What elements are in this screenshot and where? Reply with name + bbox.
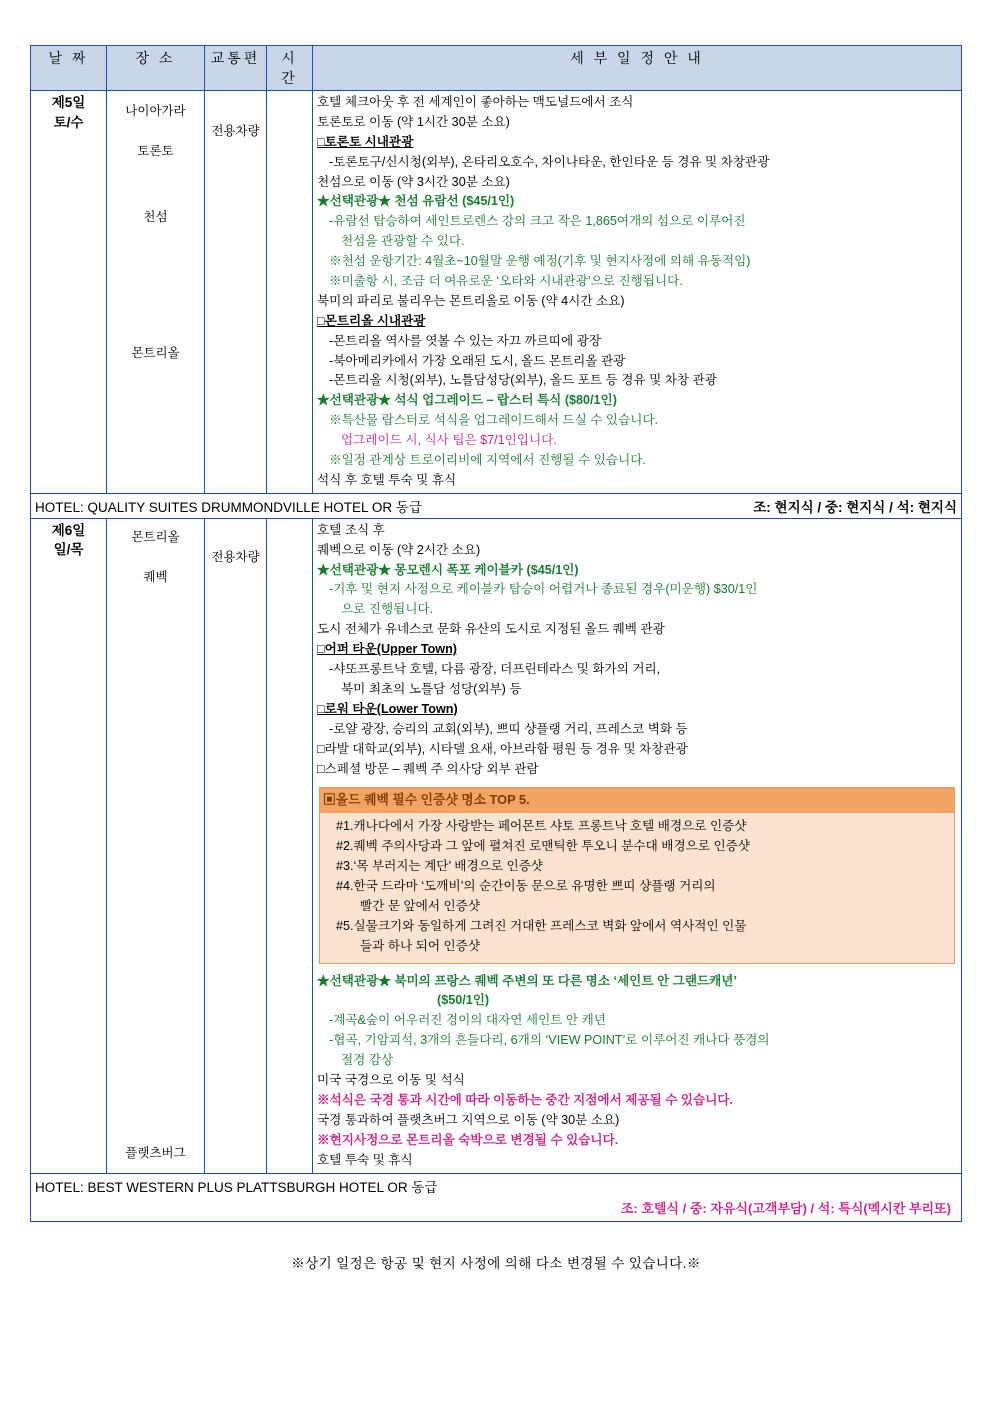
day6-place-0: 몬트리올 [131, 529, 180, 544]
detail-line: ★선택관광★ 몽모렌시 폭포 케이블카 ($45/1인) [317, 562, 579, 577]
day6-hotel-row [31, 1173, 962, 1221]
detail-line: -기후 및 현지 사정으로 케이블카 탑승이 어렵거나 종료된 경우(미운행) $30/1인 [329, 582, 758, 597]
day6-transport-cell [205, 518, 267, 1173]
detail-line: -유람선 탑승하여 세인트로렌스 강의 크고 작은 1,865여개의 섬으로 이루어진 [329, 214, 746, 229]
day6-place-cell [107, 518, 205, 1173]
detail-line: 호텔 투숙 및 휴식 [317, 1152, 413, 1167]
day6-date-cell [31, 518, 107, 1173]
detail-line: -토론토구/신시청(외부), 온타리오호수, 차이나타운, 한인타운 등 경유 및 차창관광 [329, 154, 770, 169]
day6-weekday: 일/목 [53, 542, 84, 558]
header-transport: 교통편 [205, 46, 267, 91]
detail-line: ※특산물 랍스터로 석식을 업그레이드해서 드실 수 있습니다. [329, 413, 659, 428]
day5-hotel-row [31, 493, 962, 518]
detail-line: -몬트리올 시청(외부), 노틀담성당(외부), 올드 포트 등 경유 및 차창 관광 [329, 373, 717, 388]
photo-spot-item: #1.캐나다에서 가장 사랑받는 페어몬트 샤토 프롱트낙 호텔 배경으로 인증샷 [336, 818, 747, 833]
photo-spot-header: ▣올드 퀘벡 필수 인증샷 명소 TOP 5. [320, 788, 954, 812]
detail-line: ※현지사정으로 몬트리올 숙박으로 변경될 수 있습니다. [317, 1132, 619, 1147]
itinerary-table [30, 45, 962, 1222]
detail-line: 국경 통과하여 플랫츠버그 지역으로 이동 (약 30분 소요) [317, 1112, 620, 1127]
day6-meals: 조: 호텔식 / 중: 자유식(고객부담) / 석: 특식(멕시칸 부리또) [620, 1200, 951, 1216]
day5-place-1: 토론토 [137, 144, 174, 158]
detail-line: □어퍼 타운(Upper Town) [317, 642, 457, 657]
footnote: ※상기 일정은 항공 및 현지 사정에 의해 다소 변경될 수 있습니다.※ [291, 1255, 701, 1271]
day6-place-2: 플랫츠버그 [125, 1145, 186, 1160]
day5-transport-cell [205, 91, 267, 494]
detail-line: 석식 후 호텔 투숙 및 휴식 [317, 472, 457, 487]
table-row-day6 [31, 518, 962, 1173]
day6-transport: 전용차량 [211, 549, 260, 564]
photo-spot-item: #3.‘목 부러지는 계단’ 배경으로 인증샷 [336, 858, 543, 873]
day5-meals: 조: 현지식 / 중: 현지식 / 석: 현지식 [753, 499, 957, 515]
day6-date: 제6일 [51, 522, 86, 538]
detail-line: ★선택관광★ 석식 업그레이드 – 랍스터 특식 ($80/1인) [317, 393, 617, 408]
detail-line: ★선택관광★ 북미의 프랑스 퀘벡 주변의 또 다른 명소 ‘세인트 안 그랜드캐년’ [317, 973, 737, 988]
detail-line: 미국 국경으로 이동 및 석식 [317, 1073, 465, 1088]
detail-line: ※미출항 시, 조금 더 여유로운 ‘오타와 시내관광’으로 진행됩니다. [329, 274, 683, 289]
detail-line: □로워 타운(Lower Town) [317, 701, 458, 716]
day6-time-cell [267, 518, 313, 1173]
photo-spot-item: 빨간 문 앞에서 인증샷 [360, 899, 480, 914]
detail-line: □스페셜 방문 – 퀘벡 주 의사당 외부 관람 [317, 761, 539, 776]
day6-hotel-cell [31, 1173, 962, 1221]
detail-line: ★선택관광★ 천섬 유람선 ($45/1인) [317, 194, 515, 209]
day6-detail-cell [313, 518, 962, 1173]
detail-line: -협곡, 기암괴석, 3개의 흔들다리, 6개의 ‘VIEW POINT’로 이루어진 캐나다 풍경의 [329, 1033, 770, 1048]
photo-spot-box [319, 787, 955, 963]
table-row-day5 [31, 91, 962, 494]
detail-line: 호텔 체크아웃 후 전 세계인이 좋아하는 맥도널드에서 조식 [317, 95, 634, 109]
detail-line: ※일정 관계상 트로이리비에 지역에서 진행될 수 있습니다. [329, 453, 646, 468]
header-time: 시 간 [267, 46, 313, 91]
detail-line: 토론토로 이동 (약 1시간 30분 소요) [317, 114, 510, 129]
detail-line: 호텔 조식 후 [317, 522, 385, 537]
detail-line: ※천섬 운항기간: 4월초~10월말 운행 예정(기후 및 현지사정에 의해 유동적임) [329, 254, 751, 269]
detail-line: 천섬을 관광할 수 있다. [341, 234, 465, 249]
day6-hotel-name: HOTEL: BEST WESTERN PLUS PLATTSBURGH HOTEL OR 동급 [35, 1179, 438, 1195]
detail-line: -북아메리카에서 가장 오래된 도시, 올드 몬트리올 관광 [329, 353, 626, 368]
photo-spot-item: 들과 하나 되어 인증샷 [360, 939, 480, 954]
detail-line: ※석식은 국경 통과 시간에 따라 이동하는 중간 지점에서 제공될 수 있습니다. [317, 1092, 734, 1107]
day5-hotel-cell [31, 493, 962, 518]
detail-line: 으로 진행됩니다. [341, 602, 434, 617]
table-header-row [31, 46, 962, 91]
detail-line: 도시 전체가 유네스코 문화 유산의 도시로 지정된 올드 퀘벡 관광 [317, 622, 665, 637]
day5-hotel-name: HOTEL: QUALITY SUITES DRUMMONDVILLE HOTEL OR 동급 [35, 499, 422, 515]
day5-detail-cell [313, 91, 962, 494]
day5-weekday: 토/수 [53, 114, 84, 130]
header-detail: 세 부 일 정 안 내 [313, 46, 962, 91]
detail-line: □라발 대학교(외부), 시타델 요새, 아브라함 평원 등 경유 및 차창관광 [317, 741, 688, 756]
day5-place-cell [107, 91, 205, 494]
day6-place-1: 퀘벡 [143, 569, 168, 584]
header-place: 장 소 [107, 46, 205, 91]
day5-place-2: 천섬 [143, 210, 168, 224]
detail-line: -몬트리올 역사를 엿볼 수 있는 자끄 까르띠에 광장 [329, 333, 601, 348]
photo-spot-item: #4.한국 드라마 ‘도깨비’의 순간이동 문으로 유명한 쁘띠 샹플랭 거리의 [336, 879, 716, 894]
day5-date: 제5일 [51, 95, 86, 110]
detail-line: 절경 감상 [341, 1053, 394, 1068]
detail-line: -계곡&숲이 어우러진 경이의 대자연 세인트 안 캐년 [329, 1013, 606, 1028]
detail-line: 업그레이드 시, 식사 팁은 $7/1인입니다. [341, 433, 557, 448]
photo-spot-item: #2.퀘벡 주의사당과 그 앞에 펼쳐진 로맨틱한 투오니 분수대 배경으로 인증샷 [336, 838, 750, 853]
detail-line: 북미 최초의 노틀담 성당(외부) 등 [341, 681, 522, 696]
day5-place-0: 나이아가라 [125, 104, 186, 118]
detail-line: □토론토 시내관광 [317, 134, 414, 149]
detail-line: -로얄 광장, 승리의 교회(외부), 쁘띠 샹플랭 거리, 프레스코 벽화 등 [329, 721, 688, 736]
detail-line: ($50/1인) [437, 993, 490, 1008]
detail-line: 퀘벡으로 이동 (약 2시간 소요) [317, 542, 481, 557]
detail-line: 천섬으로 이동 (약 3시간 30분 소요) [317, 174, 510, 189]
detail-line: □몬트리올 시내관광 [317, 313, 426, 328]
day5-transport: 전용차량 [211, 124, 260, 138]
detail-line: 북미의 파리로 불리우는 몬트리올로 이동 (약 4시간 소요) [317, 293, 625, 308]
photo-spot-item: #5.실물크기와 동일하게 그려진 거대한 프레스코 벽화 앞에서 역사적인 인물 [336, 919, 747, 934]
detail-line: -샤또프롱트낙 호텔, 다름 광장, 더프린테라스 및 화가의 거리, [329, 662, 661, 677]
day5-date-cell [31, 91, 107, 494]
day5-place-3: 몬트리올 [131, 346, 180, 360]
day5-time-cell [267, 91, 313, 494]
header-date: 날 짜 [31, 46, 107, 91]
